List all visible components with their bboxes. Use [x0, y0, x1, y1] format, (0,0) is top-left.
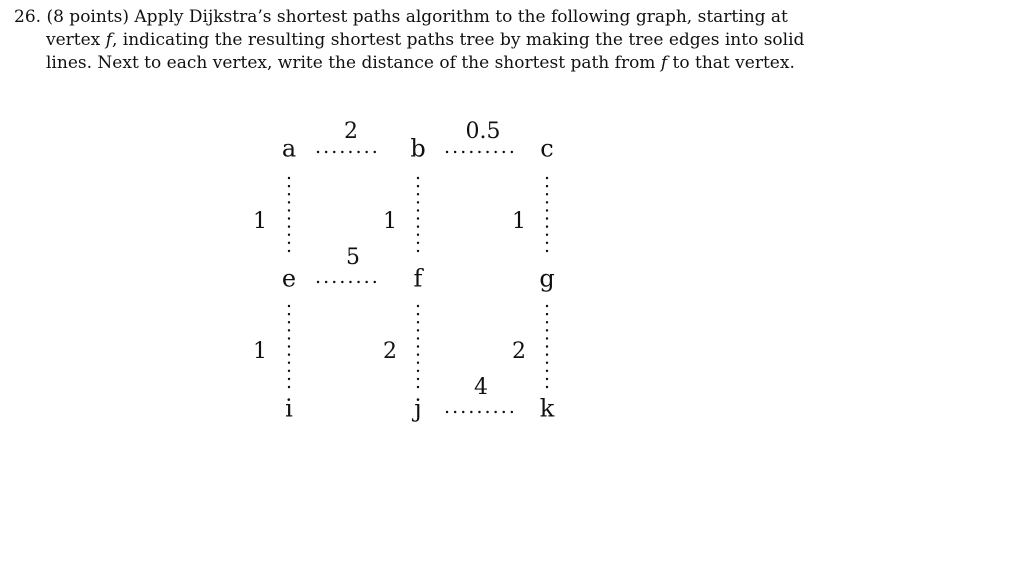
edge-weight-c-g: 1: [512, 209, 526, 234]
start-vertex-var: f: [105, 30, 112, 50]
node-e: e: [281, 264, 297, 293]
problem-text-line-3-suffix: to that vertex.: [672, 53, 795, 73]
node-g: g: [539, 264, 555, 293]
problem-text-line-2-suffix: , indicating the resulting shortest paths tree by making the tree edges into solid: [111, 30, 805, 50]
problem-text-line-2-prefix: vertex: [46, 30, 101, 50]
problem-text-line-1: Apply Dijkstra’s shortest paths algorithm to the following graph, starting at: [134, 7, 788, 27]
problem-text-line-3-prefix: lines. Next to each vertex, write the distance of the shortest path from: [46, 53, 656, 73]
node-b: b: [410, 134, 426, 163]
edge-weight-e-f: 5: [346, 245, 360, 270]
problem-number: 26.: [14, 7, 42, 27]
edge-weight-g-k: 2: [512, 339, 526, 364]
node-c: c: [540, 134, 554, 163]
node-a: a: [281, 134, 297, 163]
node-i: i: [285, 394, 293, 423]
edge-weight-j-k: 4: [474, 375, 488, 400]
node-f: f: [413, 264, 423, 293]
problem-points: (8 points): [46, 7, 129, 27]
edge-weight-b-f: 1: [383, 209, 397, 234]
edge-weight-a-e: 1: [253, 209, 267, 234]
node-j: j: [414, 394, 422, 423]
edge-weight-a-b: 2: [344, 119, 358, 144]
node-k: k: [539, 394, 555, 423]
edge-weight-f-j: 2: [383, 339, 397, 364]
edge-weight-e-i: 1: [253, 339, 267, 364]
start-vertex-var-2: f: [660, 53, 668, 73]
edge-weight-b-c: 0.5: [465, 119, 501, 144]
